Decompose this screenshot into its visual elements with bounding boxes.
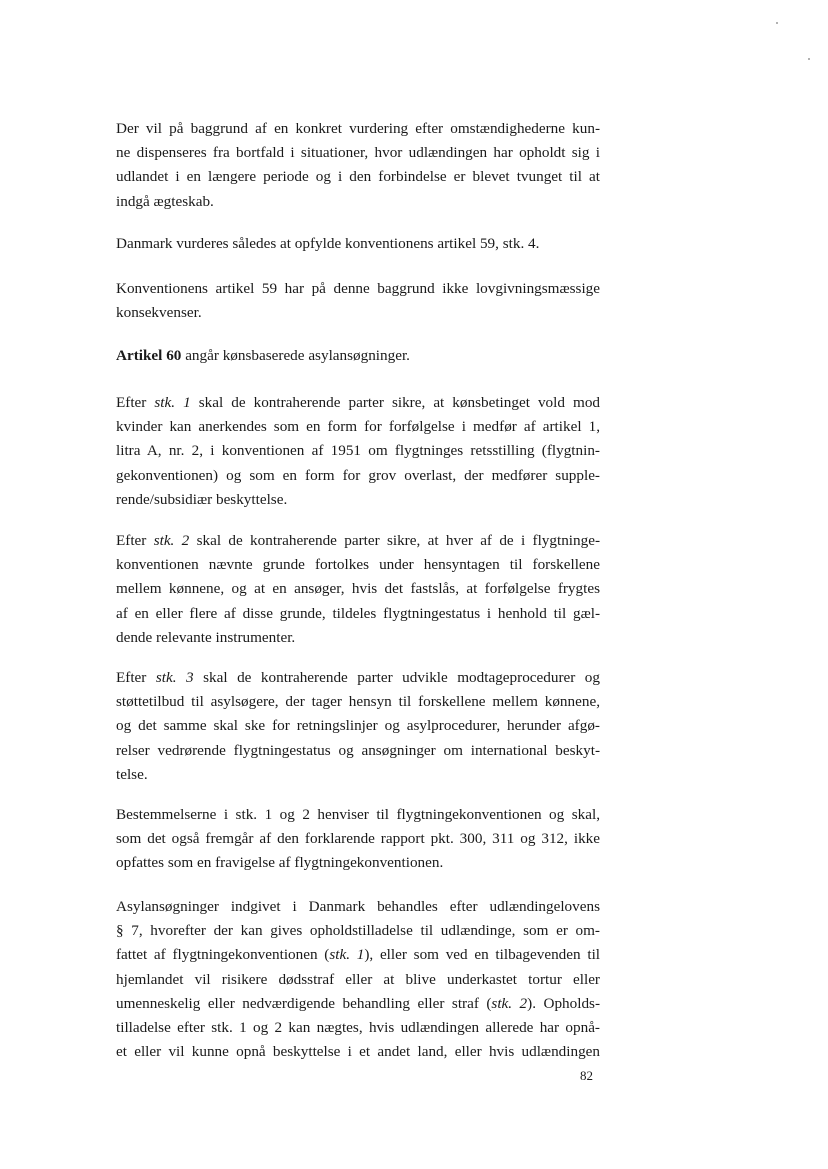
text-line [116,391,600,415]
text-line: et eller vil kunne opnå beskyttelse i et andet land, eller hvis udlændingen [116,1043,600,1061]
text-run: Efter [116,532,154,549]
text-line: som det også fremgår af den forklarende rapport pkt. 300, 311 og 312, ikke [116,830,600,848]
text-line: gekonventionen) og som en form for grov overlast, der medfører supple- [116,466,600,484]
stk-reference: stk. 1 [154,394,191,411]
text-line: § 7, hvorefter der kan gives opholdstilladelse til udlændinge, som er om- [116,922,600,940]
text-line [116,943,600,967]
article-reference: Artikel 60 [116,347,182,364]
text-line: kvinder kan anerkendes som en form for forfølgelse i medfør af artikel 1, [116,418,600,436]
text-run: Efter [116,669,156,686]
text-line [116,666,600,690]
text-line: Danmark vurderes således at opfylde konventionens artikel 59, stk. 4. [116,235,540,252]
stk-reference: stk. 1 [329,946,365,964]
text-line: mellem kønnene, og at en ansøger, hvis det fastslås, at forfølgelse frygtes [116,580,600,598]
text-line [116,992,600,1016]
text-line: litra A, nr. 2, i konventionen af 1951 om flygtninges retsstilling (flygtnin- [116,442,600,460]
stk-reference: stk. 3 [155,669,194,686]
paragraph-asylum-applications [116,895,600,1064]
text-line: af en eller flere af disse grunde, tildeles flygtningestatus i henhold til gæl- [116,604,600,622]
text-line: rende/subsidiær beskyttelse. [116,490,288,508]
text-line: støttetilbud til asylsøgere, der tager hensyn til forskellene mellem kønnene, [116,693,600,711]
text-line: Bestemmelserne i stk. 1 og 2 henviser til flygtningekonventionen og skal, [116,806,600,823]
text-line: opfattes som en fravigelse af flygtningekonventionen. [116,854,444,872]
text-run: fattet af flygtningekonventionen ( [116,946,330,964]
text-run: angår kønsbaserede asylansøgninger. [181,347,410,364]
paragraph-denmark-art59 [116,232,600,256]
scan-speck [776,22,778,24]
paragraph-art59-consequences [116,277,600,325]
text-line: indgå ægteskab. [116,192,214,210]
text-line: Konventionens artikel 59 har på denne baggrund ikke lovgivningsmæssige [116,280,600,297]
text-line: tilladelse efter stk. 1 og 2 kan nægtes, hvis udlændingen allerede har opnå- [116,1018,600,1036]
scan-speck [808,58,810,60]
text-line: konventionen nævnte grunde fortolkes under hensyntagen til forskellene [116,556,600,574]
text-run: umenneskelig eller nedværdigende behandling eller straf ( [116,994,492,1012]
text-run: skal de kontraherende parter sikre, at kønsbetinget vold mod [190,394,601,411]
text-line: konsekvenser. [116,304,202,322]
paragraph-provisions [116,803,600,876]
paragraph-stk2 [116,529,600,650]
text-line: Asylansøgninger indgivet i Danmark behandles efter udlændingelovens [116,898,600,915]
stk-reference: stk. 2 [153,532,190,549]
text-run: skal de kontraherende parter udvikle modtageprocedurer og [193,669,600,686]
paragraph-dispensation [116,117,600,214]
text-line [116,344,600,368]
paragraph-stk1 [116,391,600,512]
page-number: 82 [580,1068,593,1083]
text-line: relser vedrørende flygtningestatus og ansøgninger om international beskyt- [116,741,600,759]
stk-reference: stk. 2 [491,994,528,1012]
text-line: hjemlandet vil risikere dødsstraf eller at blive underkastet tortur eller [116,970,600,988]
text-run: skal de kontraherende parter sikre, at hver af de i flygtninge- [189,532,600,549]
text-line: dende relevante instrumenter. [116,628,296,646]
text-line: telse. [116,765,148,783]
paragraph-art60-heading [116,344,600,368]
text-run: ). Opholds- [527,994,601,1012]
text-line: udlandet i en længere periode og i den forbindelse er blevet tvunget til at [116,168,600,186]
text-line: Der vil på baggrund af en konkret vurdering efter omstændighederne kun- [116,120,600,137]
text-line: og det samme skal ske for retningslinjer og asylprocedurer, herunder afgø- [116,717,600,735]
text-run: Efter [116,394,155,411]
paragraph-stk3 [116,666,600,787]
text-line [116,529,600,553]
text-run: ), eller som ved en tilbagevenden til [364,946,601,964]
text-line: ne dispenseres fra bortfald i situationer, hvor udlændingen har opholdt sig i [116,144,600,162]
